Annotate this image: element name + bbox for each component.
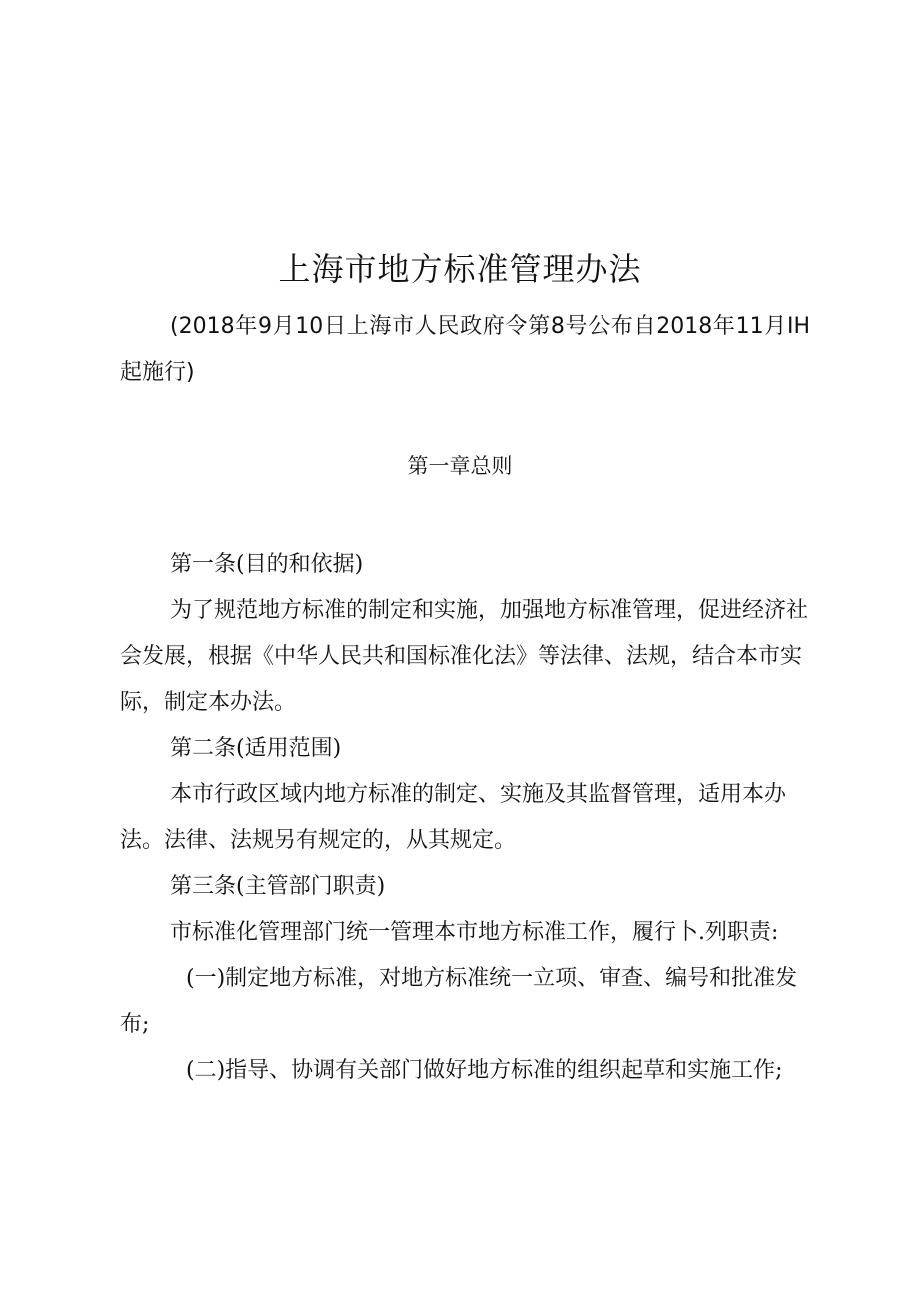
article-2-text: 本市行政区域内地方标准的制定、实施及其监督管理，适用本办法。法律、法规另有规定的，从其规定。 <box>120 782 787 853</box>
article-1-text: 为了规范地方标准的制定和实施，加强地方标准管理，促进经济社会发展，根据《中华人民共和国标准化法》等法律、法规，结合本市实际，制定本办法。 <box>120 598 809 715</box>
issuance-note: (2018年9月10日上海市人民政府令第8号公布自2018年11月IH起施行) <box>120 314 810 385</box>
article-3-item-2: (二)指导、协调有关部门做好地方标准的组织起草和实施工作; <box>186 1058 783 1083</box>
chapter-heading: 第一章总则 <box>407 454 513 478</box>
article-2-heading: 第二条(适用范围) <box>170 736 342 761</box>
article-1-heading: 第一条(目的和依据) <box>170 552 364 577</box>
article-3-text: 市标准化管理部门统一管理本市地方标准工作，履行卜.列职责: <box>170 920 779 945</box>
document-body <box>120 542 810 1094</box>
article-3-item-1: (一)制定地方标准，对地方标准统一立项、审查、编号和批准发布; <box>120 966 798 1037</box>
article-3-heading: 第三条(主管部门职责) <box>170 874 386 899</box>
document-title: 上海市地方标准管理办法 <box>278 250 642 288</box>
